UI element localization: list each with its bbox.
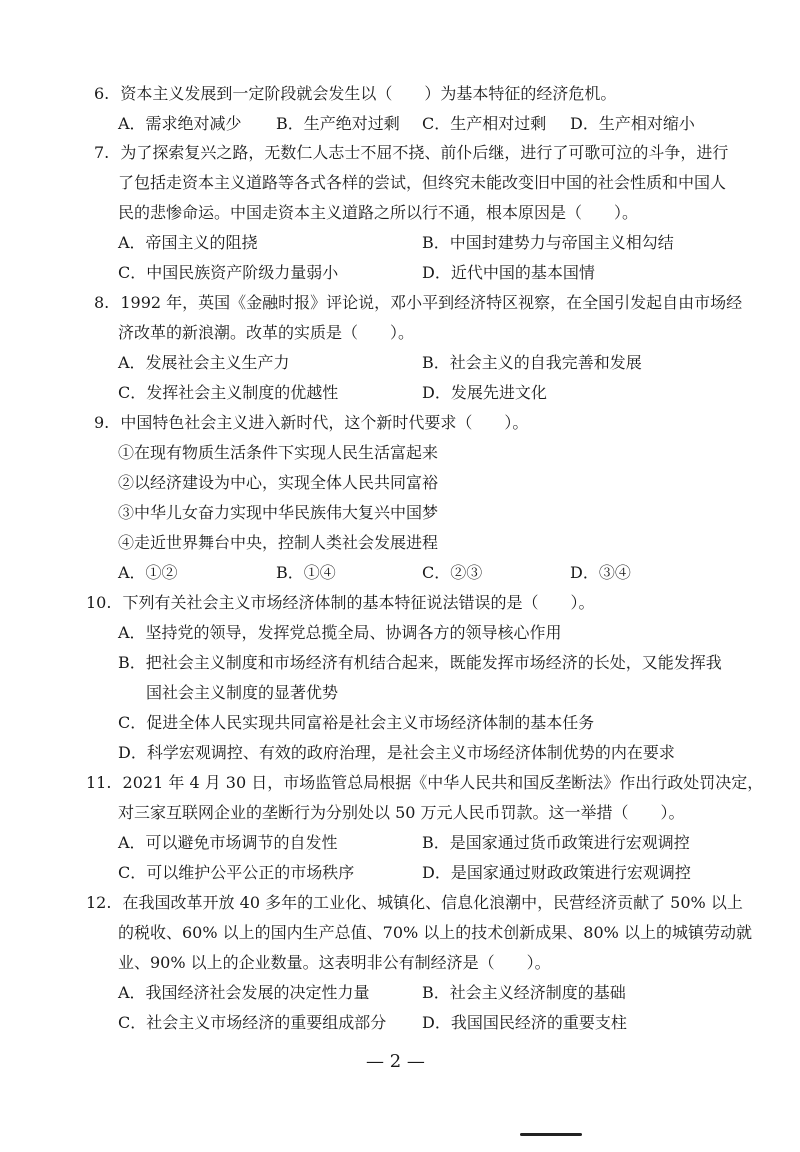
question-number: 7. [94, 143, 110, 162]
question-9-option-d: D．③④ [570, 563, 631, 582]
question-9-option-b: B．①④ [276, 563, 336, 582]
question-11-option-b: B．是国家通过货币政策进行宏观调控 [422, 833, 690, 852]
question-12-option-c: C．社会主义市场经济的重要组成部分 [118, 1013, 387, 1032]
question-9-option-a: A．①② [118, 563, 178, 582]
question-7-option-c: C．中国民族资产阶级力量弱小 [118, 263, 339, 282]
question-11-option-a: A．可以避免市场调节的自发性 [118, 833, 338, 852]
question-12-stem-line-2: 的税收、60% 以上的国内生产总值、70% 以上的技术创新成果、80% 以上的城镇劳动就 [118, 923, 752, 942]
question-8-option-c: C．发挥社会主义制度的优越性 [118, 383, 339, 402]
question-6-stem [94, 84, 616, 104]
question-7-option-d: D．近代中国的基本国情 [422, 263, 595, 282]
question-6-option-a: A．需求绝对减少 [118, 114, 242, 133]
question-10-option-b-line-2: 国社会主义制度的显著优势 [146, 683, 339, 702]
question-8-stem-line-2: 济改革的新浪潮。改革的实质是（ ）。 [118, 323, 415, 342]
question-text: 资本主义发展到一定阶段就会发生以（ ）为基本特征的经济危机。 [120, 84, 617, 103]
question-6-option-b: B．生产绝对过剩 [276, 114, 400, 133]
question-10-option-b: B．把社会主义制度和市场经济有机结合起来，既能发挥市场经济的长处，又能发挥我 [118, 653, 722, 672]
question-text: 下列有关社会主义市场经济体制的基本特征说法错误的是（ ）。 [122, 593, 595, 612]
question-10-option-d: D．科学宏观调控、有效的政府治理，是社会主义市场经济体制优势的内在要求 [118, 743, 675, 762]
question-8-option-a: A．发展社会主义生产力 [118, 353, 290, 372]
question-text: 中国特色社会主义进入新时代，这个新时代要求（ ）。 [120, 413, 529, 432]
question-9-stem [94, 413, 528, 433]
question-text: 2021 年 4 月 30 日，市场监管总局根据《中华人民共和国反垄断法》作出行政处罚决定， [122, 773, 764, 792]
question-12-stem [86, 893, 743, 913]
question-11-stem-line-2: 对三家互联网企业的垄断行为分别处以 50 万元人民币罚款。这一举措（ ）。 [118, 803, 685, 822]
question-9-statement-4: ④走近世界舞台中央，控制人类社会发展进程 [118, 533, 439, 552]
scan-mark [520, 1133, 582, 1136]
question-9-statement-2: ②以经济建设为中心，实现全体人民共同富裕 [118, 473, 439, 492]
question-12-option-d: D．我国国民经济的重要支柱 [422, 1013, 627, 1032]
question-7-stem-line-3: 民的悲惨命运。中国走资本主义道路之所以行不通，根本原因是（ ）。 [118, 203, 639, 222]
question-8-option-d: D．发展先进文化 [422, 383, 547, 402]
question-8-option-b: B．社会主义的自我完善和发展 [422, 353, 642, 372]
question-9-option-c: C．②③ [422, 563, 483, 582]
question-8-stem [94, 293, 742, 313]
question-12-option-b: B．社会主义经济制度的基础 [422, 983, 626, 1002]
question-9-statement-3: ③中华儿女奋力实现中华民族伟大复兴中国梦 [118, 503, 439, 522]
question-10-stem [86, 593, 595, 613]
question-11-option-d: D．是国家通过财政政策进行宏观调控 [422, 863, 691, 882]
question-number: 8. [94, 293, 110, 312]
question-10-option-a: A．坚持党的领导，发挥党总揽全局、协调各方的领导核心作用 [118, 623, 562, 642]
question-number: 6. [94, 84, 110, 103]
question-10-option-c: C．促进全体人民实现共同富裕是社会主义市场经济体制的基本任务 [118, 713, 595, 732]
question-number: 10. [86, 593, 112, 612]
question-text: 为了探索复兴之路，无数仁人志士不屈不挠、前仆后继，进行了可歌可泣的斗争，进行 [120, 143, 729, 162]
question-number: 12. [86, 893, 112, 912]
question-text: 1992 年，英国《金融时报》评论说，邓小平到经济特区视察，在全国引发起自由市场经 [120, 293, 743, 312]
question-6-option-c: C．生产相对过剩 [422, 114, 547, 133]
question-text: 在我国改革开放 40 多年的工业化、城镇化、信息化浪潮中，民营经济贡献了 50% 以上 [122, 893, 743, 912]
question-11-option-c: C．可以维护公平公正的市场秩序 [118, 863, 355, 882]
question-6-option-d: D．生产相对缩小 [570, 114, 695, 133]
question-11-stem [86, 773, 763, 793]
question-number: 11. [86, 773, 112, 792]
page-number: — 2 — [366, 1051, 425, 1072]
question-12-option-a: A．我国经济社会发展的决定性力量 [118, 983, 370, 1002]
question-number: 9. [94, 413, 110, 432]
question-7-option-a: A．帝国主义的阻挠 [118, 233, 258, 252]
question-7-option-b: B．中国封建势力与帝国主义相勾结 [422, 233, 674, 252]
question-12-stem-line-3: 业、90% 以上的企业数量。这表明非公有制经济是（ ）。 [118, 953, 551, 972]
question-7-stem-line-2: 了包括走资本主义道路等各式各样的尝试，但终究未能改变旧中国的社会性质和中国人 [118, 173, 727, 192]
question-7-stem [94, 143, 728, 163]
question-9-statement-1: ①在现有物质生活条件下实现人民生活富起来 [118, 443, 439, 462]
